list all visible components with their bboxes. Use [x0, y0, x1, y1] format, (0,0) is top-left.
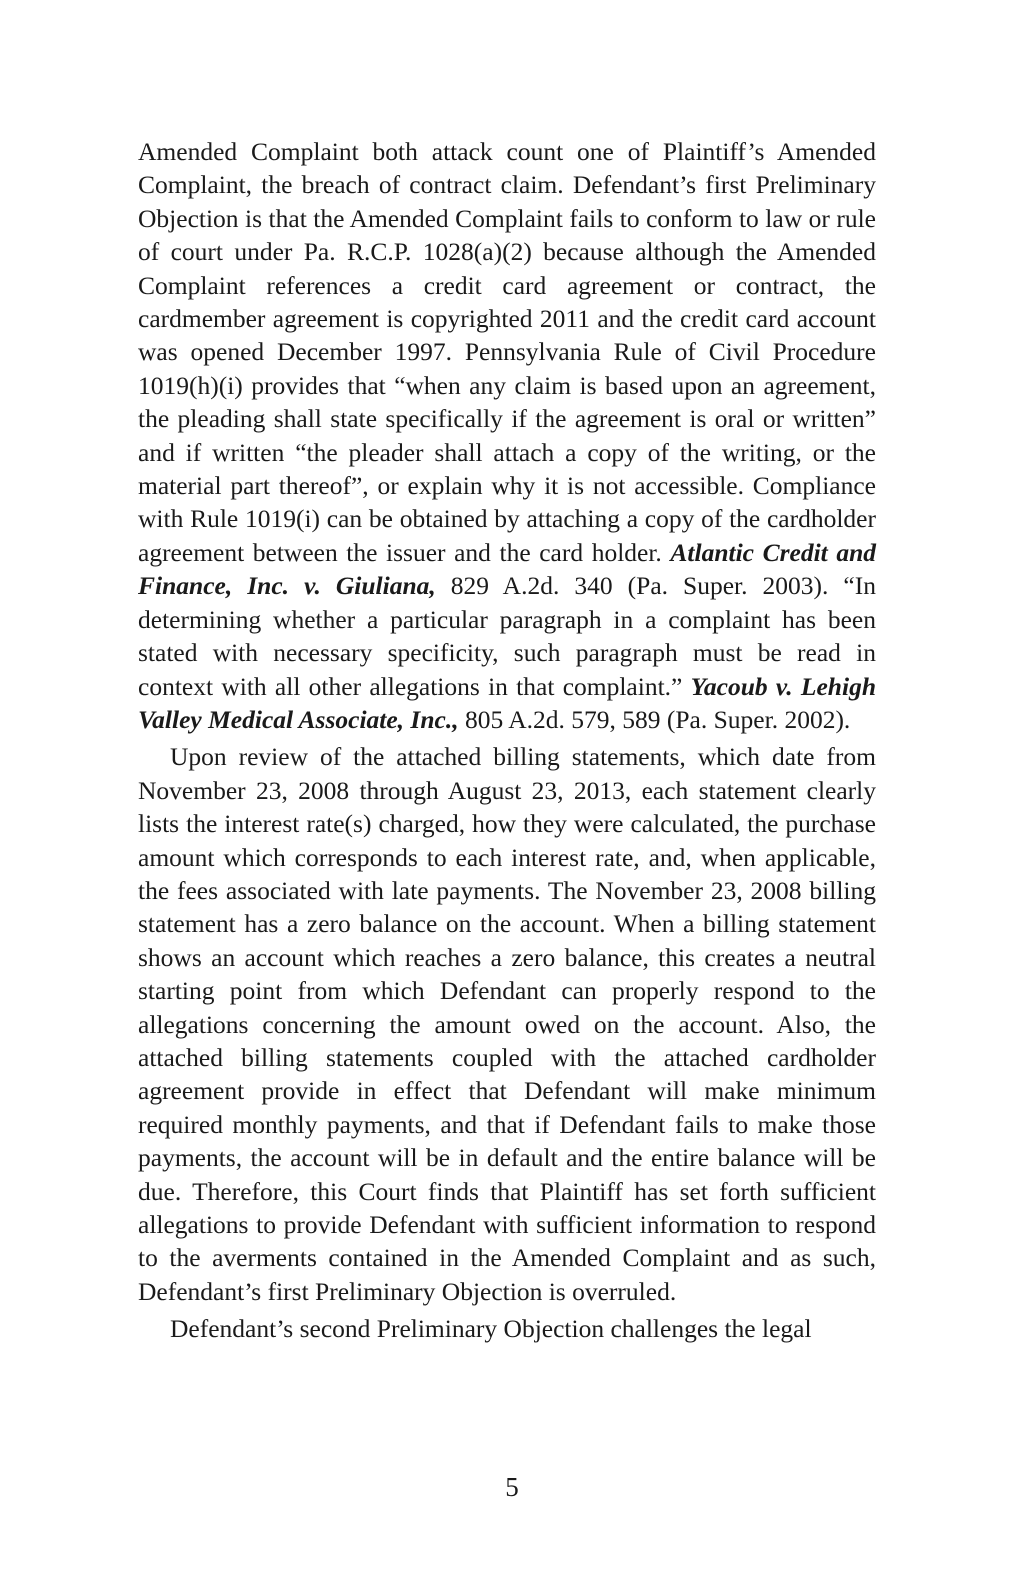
text-segment: 829 A.2d. 340 (Pa. Super. 2003). “In determining whether a particular paragraph in a complaint has been stated with necessary specificity, such paragraph must be read in context with all other allegations in that complaint.” — [138, 571, 876, 701]
case-citation-atlantic-credit: Atlantic Credit and Finance, Inc. v. Giuliana, — [138, 537, 876, 601]
text-segment: 805 A.2d. 579, 589 (Pa. Super. 2002). — [458, 704, 851, 734]
paragraph-second-objection — [138, 1312, 876, 1345]
text-segment: Upon review of the attached billing statements, which date from November 23, 2008 through August 23, 2013, each statement clearly lists the interest rate(s) charged, how they were calculated, the purchase amount which corresponds to each interest rate, and, when applicable, the fees associated with late payments. The November 23, 2008 billing statement has a zero balance on the account. When a billing statement shows an account which reaches a zero balance, this creates a neutral starting point from which Defendant can properly respond to the allegations concerning the amount owed on the account. Also, the attached billing statements coupled with the attached cardholder agreement provide in effect that Defendant will make minimum required monthly payments, and that if Defendant fails to make those payments, the account will be in default and the entire balance will be due. Therefore, this Court finds that Plaintiff has set forth sufficient allegations to provide Defendant with sufficient information to respond to the averments contained in the Amended Complaint and as such, Defendant’s first Preliminary Objection is overruled. — [138, 742, 876, 1306]
paragraph-continued — [138, 135, 876, 736]
body-text — [138, 135, 876, 1346]
text-segment: Defendant’s second Preliminary Objection challenges the legal — [170, 1314, 812, 1344]
text-segment: Amended Complaint both attack count one of Plaintiff’s Amended Complaint, the breach of contract claim. Defendant’s first Preliminary Objection is that the Amended Complaint fails to conform to law or rule of court under Pa. R.C.P. 1028(a)(2) because although the Amended Complaint references a credit card agreement or contract, the cardmember agreement is copyrighted 2011 and the credit card account was opened December 1997. Pennsylvania Rule of Civil Procedure 1019(h)(i) provides that “when any claim is based upon an agreement, the pleading shall state specifically if the agreement is oral or written” and if written “the pleader shall attach a copy of the writing, or the material part thereof”, or explain why it is not accessible. Compliance with Rule 1019(i) can be obtained by attaching a copy of the cardholder agreement between the issuer and the card holder. — [138, 137, 876, 567]
page-number: 5 — [505, 1472, 519, 1502]
paragraph-billing-statements — [138, 740, 876, 1308]
case-citation-yacoub: Yacoub v. Lehigh Valley Medical Associate, Inc., — [138, 671, 877, 734]
